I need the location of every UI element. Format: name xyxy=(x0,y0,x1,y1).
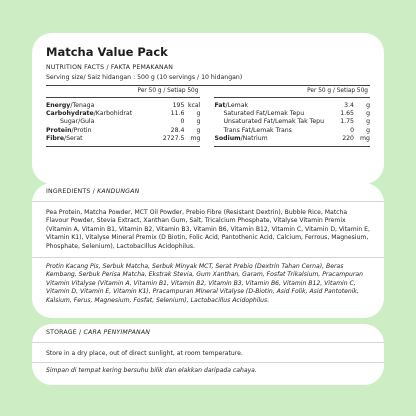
nutrient-label: Fibre xyxy=(46,134,65,142)
storage-text-en: Store in a dry place, out of direct sunlight, at room temperature. xyxy=(46,350,243,357)
nutrient-label: Protein xyxy=(46,126,72,134)
nutrient-row-saturated-fat xyxy=(214,110,370,118)
nutrient-label: Carbohydrate xyxy=(46,110,94,118)
nutrient-label: Sodium xyxy=(214,134,241,142)
nutrient-label-ms: /Serat xyxy=(64,134,83,142)
nutrient-unit: g xyxy=(196,118,201,126)
nutrient-unit: kcal xyxy=(187,102,201,109)
storage-heading-ms: CARA PENYIMPANAN xyxy=(83,329,151,336)
nutrition-facts-card xyxy=(32,33,384,184)
nutrient-label: Sugar/Gula xyxy=(60,118,95,126)
storage-text-ms: Simpan di tempat kering bersuhu bilik dan elakkan daripada cahaya. xyxy=(46,367,257,374)
storage-card xyxy=(32,324,384,385)
nutrition-facts-heading-en: NUTRITION FACTS xyxy=(46,64,105,71)
nutrient-label: Unsaturated Fat/Lemak Tak Tepu xyxy=(223,118,324,126)
nutrient-label: Saturated Fat/Lemak Tepu xyxy=(223,110,305,118)
nutrient-value: 2727.5 xyxy=(162,134,185,142)
nutrition-facts-heading xyxy=(46,63,370,72)
ingredients-heading-ms: KANDUNGAN xyxy=(97,188,140,195)
nutrition-table xyxy=(46,85,370,147)
nutrient-value: 0 xyxy=(350,126,354,134)
nutrient-value: 195 xyxy=(172,102,185,109)
nutrient-row-protein xyxy=(46,127,200,135)
nutrition-column-right xyxy=(214,86,370,147)
nutrient-label-ms: /Tenaga xyxy=(70,102,95,109)
nutrient-unit: g xyxy=(366,102,370,109)
ingredients-text-ms: Protin Kacang Pis, Serbuk Matcha, Serbuk Minyak MCT, Serat Prebio (Dextrin Tahan Cerna), Beras Kembang, Serbuk Perisa Matcha, Ekstrak Stevia, Gum Xanthan, Garam, Fosfat Trikalsium, Pracampuran Vitamin Vitalyse (Vitamin A, Vitamin B1, Vitamin B2, Vitamin B3, Vitamin B6, Vitamin B12, Vitamin C, Vitamin D, Vitamin E, Vitamin K1), Pracampuran Mineral Vitalyse (D-Biotin, Asid Folik, Asid Pantotenik, Kalsium, Ferus, Magnesium, Fosfat, Selenium), Lactobacillus Acidophilus. xyxy=(46,263,364,304)
nutrient-value: 1.65 xyxy=(340,110,354,118)
ingredients-heading xyxy=(32,183,384,202)
heading-separator: / xyxy=(104,64,111,71)
product-title: Matcha Value Pack xyxy=(46,45,168,59)
nutrient-row-sodium xyxy=(214,135,370,143)
nutrient-value: 1.75 xyxy=(340,118,354,126)
nutrient-label-ms: /Protin xyxy=(71,126,92,134)
nutrient-label: Fat xyxy=(214,102,226,109)
nutrient-value: 0 xyxy=(180,118,185,126)
nutrient-value: 220 xyxy=(342,134,354,142)
storage-heading xyxy=(32,324,384,343)
nutrient-label-ms: /Lemak xyxy=(225,102,249,109)
nutrient-row-unsaturated-fat xyxy=(214,118,370,126)
nutrient-label: Trans Fat/Lemak Trans xyxy=(223,126,292,134)
nutrient-row-sugar xyxy=(46,118,200,126)
nutrient-unit: g xyxy=(366,118,370,126)
nutrient-label-ms: /Natrium xyxy=(240,134,268,142)
ingredients-text-en: Pea Protein, Matcha Powder, MCT Oil Powder, Prebio Fibre (Resistant Dextrin), Bubble Rice, Matcha Flavour Powder, Stevia Extract, Xanthan Gum, Salt, Tricalcium Phosphate, Vitalyse Vitamin Premix (Vitamin A, Vitamin B1, Vitamin B2, Vitamin B3, Vitamin B6, Vitamin B12, Vitamin C, Vitamin D, Vitamin E, Vitamin K1), Vitalyse Mineral Premix (D Biotin, Folic Acid, Pantothenic Acid, Calcium, Ferrous, Magnesium, Phosphate, Selenium), Lactobacillus Acidophilus. xyxy=(46,209,370,250)
nutrient-row-energy xyxy=(46,102,200,110)
nutrient-row-trans-fat xyxy=(214,127,370,135)
nutrient-label-ms: /Karbohidrat xyxy=(93,110,133,118)
nutrient-unit: g xyxy=(196,126,201,134)
serving-size: Serving size/ Saiz hidangan : 500 g (10 servings / 10 hidangan) xyxy=(46,74,243,81)
nutrient-unit: mg xyxy=(360,134,370,142)
ingredients-card xyxy=(32,183,384,318)
column-header: Per 50 g / Setiap 50g xyxy=(46,86,200,98)
nutrient-unit: mg xyxy=(190,134,201,142)
nutrient-row-fat xyxy=(214,102,370,110)
storage-heading-en: STORAGE / xyxy=(46,329,84,336)
nutrient-value: 11.6 xyxy=(170,110,185,118)
nutrient-value: 3.4 xyxy=(344,102,354,109)
nutrition-facts-heading-ms: FAKTA PEMAKANAN xyxy=(110,64,174,71)
nutrient-row-carbohydrate xyxy=(46,110,200,118)
ingredients-heading-en: INGREDIENTS / xyxy=(46,188,98,195)
nutrient-row-fibre xyxy=(46,135,200,143)
nutrient-unit: g xyxy=(366,126,370,134)
nutrient-unit: g xyxy=(366,110,370,118)
nutrient-label: Energy xyxy=(46,102,71,109)
nutrient-value: 28.4 xyxy=(170,126,185,134)
column-header: Per 50 g / Setiap 50g xyxy=(214,86,370,98)
nutrient-unit: g xyxy=(196,110,201,118)
nutrition-column-left xyxy=(46,86,200,147)
